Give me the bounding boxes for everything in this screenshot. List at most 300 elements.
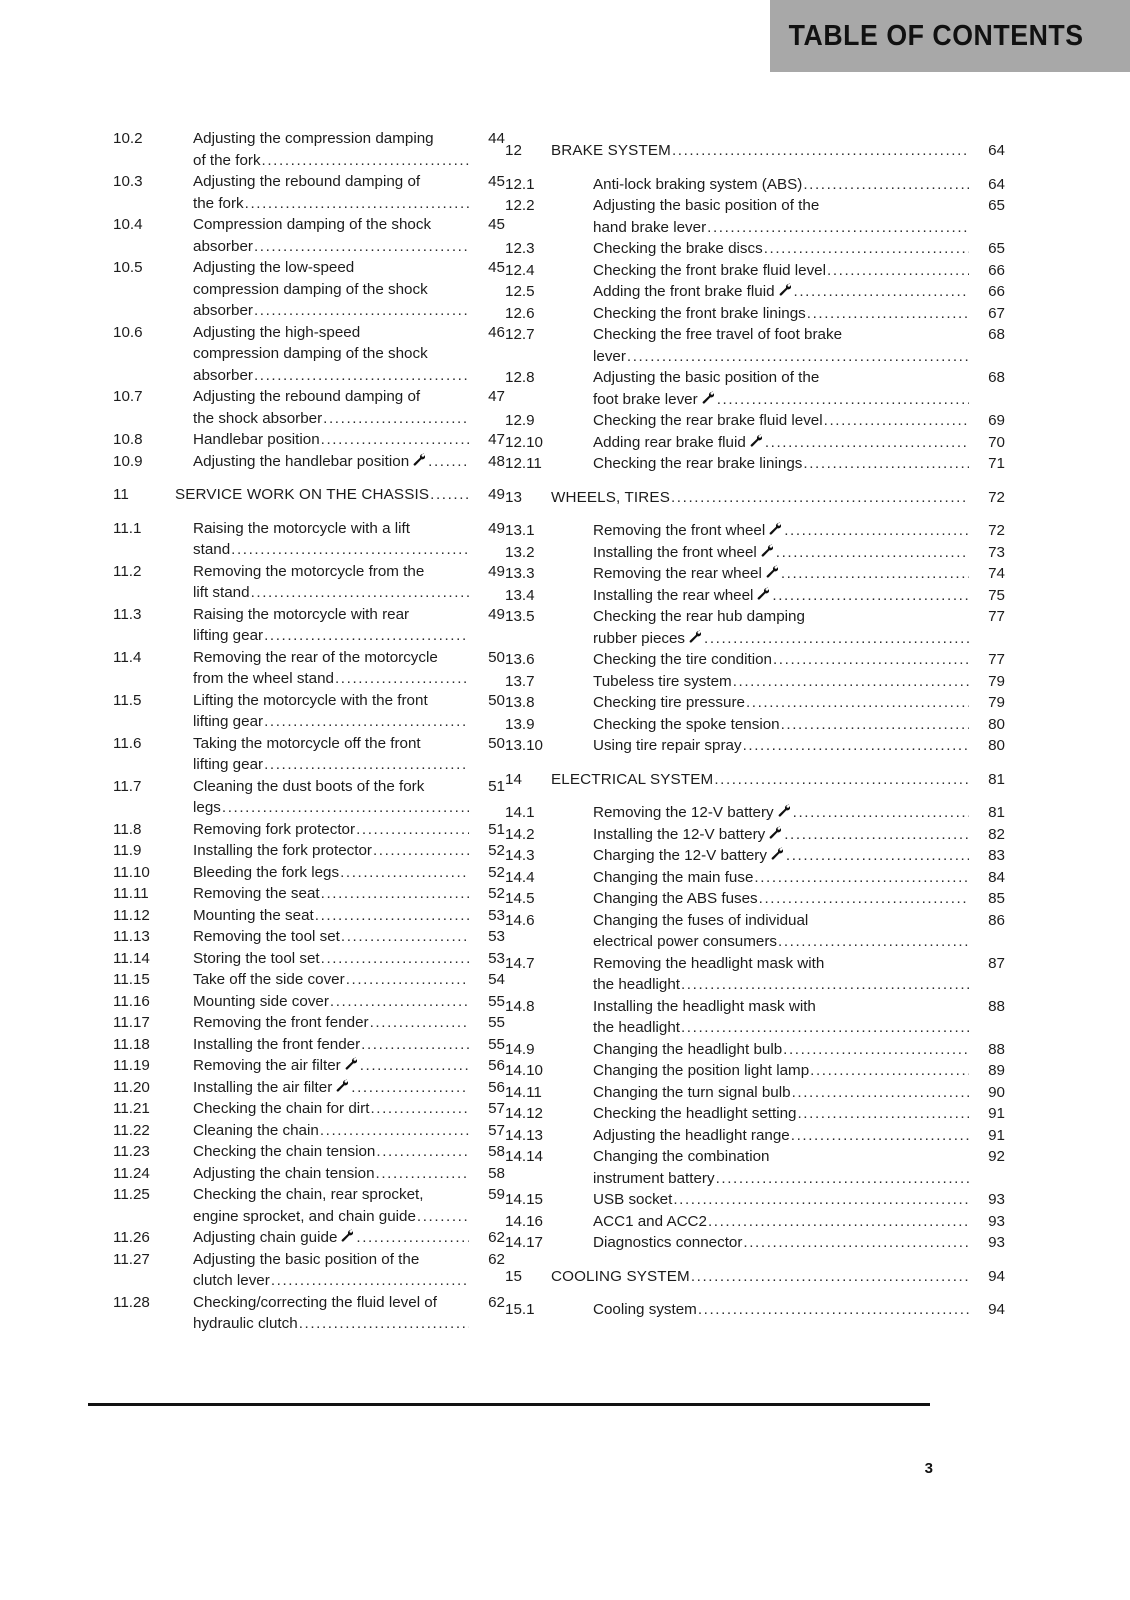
toc-entry-number: 10.7 [113, 388, 143, 405]
toc-entry-number: 10.9 [113, 452, 143, 470]
toc-entry-row[interactable] [505, 1039, 1005, 1061]
toc-entry-row[interactable] [113, 1012, 505, 1034]
page-title: TABLE OF CONTENTS [789, 19, 1084, 52]
toc-dot-leader [330, 991, 469, 1013]
toc-entry-row[interactable] [505, 238, 1005, 260]
toc-entry-page: 68 [988, 369, 1005, 386]
toc-chapter-row[interactable] [505, 487, 1005, 509]
toc-title-text: Removing the front wheel [593, 522, 766, 539]
toc-entry-title [175, 171, 469, 214]
toc-entry-row[interactable] [113, 1227, 505, 1249]
toc-title-last-line [193, 668, 469, 690]
toc-dot-leader [320, 1120, 469, 1142]
toc-entry-row[interactable] [505, 195, 1005, 238]
toc-entry-row[interactable] [113, 819, 505, 841]
toc-entry-row[interactable] [505, 888, 1005, 910]
toc-dot-leader [824, 410, 969, 432]
toc-entry-title [571, 867, 969, 889]
toc-entry-title [175, 214, 469, 257]
toc-chapter-row[interactable] [505, 1266, 1005, 1288]
toc-entry-page: 81 [988, 804, 1005, 821]
toc-dot-leader [254, 236, 469, 258]
wrench-icon [344, 1057, 357, 1070]
toc-entry-page: 57 [488, 1100, 505, 1117]
toc-entry-number: 15 [505, 1267, 522, 1285]
toc-entry-number: 11.13 [113, 928, 150, 945]
toc-entry-row[interactable] [505, 606, 1005, 649]
toc-entry-page: 49 [488, 486, 505, 503]
toc-entry-page: 81 [988, 770, 1005, 788]
toc-dot-leader [356, 1227, 469, 1249]
toc-entry-number: 14.17 [505, 1234, 544, 1251]
toc-title-line: Lifting the motorcycle with the front [193, 691, 428, 709]
toc-title-line: Adjusting the basic position of the [193, 1250, 420, 1268]
toc-title-last-line [193, 193, 469, 215]
toc-dot-leader [346, 969, 469, 991]
toc-entry-row[interactable] [505, 585, 1005, 607]
toc-entry-row[interactable] [505, 1103, 1005, 1125]
toc-entry-page: 83 [988, 847, 1005, 864]
toc-entry-page: 93 [988, 1212, 1005, 1230]
toc-title-text: absorber [193, 237, 253, 255]
toc-entry-page: 50 [488, 734, 505, 752]
toc-entry-number: 14.3 [505, 847, 535, 864]
toc-entry-row[interactable] [505, 714, 1005, 736]
toc-entry-row[interactable] [505, 649, 1005, 671]
toc-title-last-line [193, 451, 469, 473]
toc-entry-number: 11.16 [113, 992, 150, 1010]
toc-title-text: electrical power consumers [593, 933, 778, 950]
toc-dot-leader [827, 260, 969, 282]
toc-entry-number: 11.3 [113, 605, 142, 623]
toc-dot-leader [784, 520, 969, 542]
toc-title-text: Removing the front fender [193, 1014, 369, 1031]
toc-entry-row[interactable] [113, 386, 505, 429]
toc-title-last-line [193, 1120, 469, 1142]
toc-entry-number: 11.9 [113, 842, 142, 859]
toc-entry-title [571, 714, 969, 736]
toc-entry-page: 70 [988, 433, 1005, 451]
wrench-icon [335, 1079, 348, 1092]
toc-title-line: Checking/correcting the fluid level of [193, 1293, 437, 1311]
toc-title-last-line [193, 1313, 469, 1335]
toc-dot-leader [746, 692, 969, 714]
toc-entry-row[interactable] [505, 1189, 1005, 1211]
toc-dot-leader [803, 453, 969, 475]
toc-entry-row[interactable] [505, 910, 1005, 953]
toc-entry-title [571, 649, 969, 671]
toc-entry-title [571, 281, 969, 303]
wrench-icon [688, 630, 701, 643]
toc-title-last-line [593, 714, 969, 736]
toc-entry-page: 68 [988, 326, 1005, 343]
toc-entry-row[interactable] [505, 281, 1005, 303]
toc-entry-row[interactable] [505, 1125, 1005, 1147]
toc-entry-page: 73 [988, 543, 1005, 561]
toc-title-text: Changing the main fuse [593, 868, 754, 886]
toc-dot-leader [793, 802, 969, 824]
toc-entry-row[interactable] [113, 905, 505, 927]
toc-title-line: Raising the motorcycle with rear [193, 605, 410, 623]
toc-entry-row[interactable] [113, 214, 505, 257]
toc-entry-page: 45 [488, 173, 505, 190]
toc-dot-leader [264, 625, 469, 647]
toc-entry-row[interactable] [113, 733, 505, 776]
toc-entry-title [571, 1082, 969, 1104]
toc-title-text: USB socket [593, 1191, 673, 1208]
toc-title-text: the headlight [593, 976, 680, 993]
toc-dot-leader [803, 174, 969, 196]
toc-title-text: absorber [193, 366, 253, 384]
toc-title-line: Taking the motorcycle off the front [193, 734, 421, 752]
toc-entry-row[interactable] [113, 561, 505, 604]
toc-entry-number: 12.9 [505, 412, 535, 429]
toc-entry-row[interactable] [113, 1292, 505, 1335]
toc-entry-row[interactable] [505, 1299, 1005, 1321]
toc-entry-row[interactable] [113, 1077, 505, 1099]
toc-entry-row[interactable] [113, 647, 505, 690]
toc-entry-row[interactable] [505, 824, 1005, 846]
header-banner [770, 0, 1130, 72]
toc-dot-leader [222, 797, 469, 819]
toc-entry-row[interactable] [113, 926, 505, 948]
toc-entry-row[interactable] [505, 735, 1005, 757]
toc-entry-row[interactable] [113, 948, 505, 970]
toc-entry-row[interactable] [505, 367, 1005, 410]
toc-entry-number: 11 [113, 486, 129, 503]
toc-title-text: Tubeless tire system [593, 672, 732, 690]
toc-title-text: Removing the rear wheel [593, 565, 762, 582]
toc-entry-title [571, 520, 969, 542]
toc-dot-leader [772, 585, 969, 607]
toc-dot-leader [323, 408, 469, 430]
toc-entry-title [571, 996, 969, 1039]
toc-title-text: Adjusting chain guide [193, 1229, 338, 1246]
toc-title-text: Changing the position light lamp [593, 1062, 810, 1079]
toc-entry-page: 53 [488, 928, 505, 945]
toc-entry-page: 79 [988, 672, 1005, 690]
toc-title-last-line [193, 1055, 469, 1077]
toc-title-last-line [593, 520, 969, 542]
toc-dot-leader [681, 1017, 969, 1039]
toc-entry-row[interactable] [505, 845, 1005, 867]
toc-column-left [0, 128, 505, 1335]
toc-title-last-line [593, 303, 969, 325]
toc-title-last-line [193, 582, 469, 604]
toc-entry-row[interactable] [113, 518, 505, 561]
toc-entry-title [175, 128, 469, 171]
toc-title-text: Installing the air filter [193, 1078, 333, 1096]
toc-chapter-row[interactable] [505, 769, 1005, 791]
toc-entry-title [571, 432, 969, 454]
toc-dot-leader [783, 1039, 969, 1061]
toc-entry-number: 12 [505, 142, 522, 159]
toc-entry-title [175, 926, 469, 948]
toc-title-text: BRAKE SYSTEM [551, 142, 671, 159]
table-of-contents [0, 128, 1130, 1335]
toc-dot-leader [264, 711, 469, 733]
toc-dot-leader [417, 1206, 469, 1228]
toc-entry-page: 75 [988, 586, 1005, 604]
toc-entry-number: 11.6 [113, 734, 142, 752]
toc-title-text: Installing the front wheel [593, 543, 757, 561]
toc-title-last-line [593, 735, 969, 757]
toc-title-last-line [593, 238, 969, 260]
toc-dot-leader [262, 150, 469, 172]
toc-entry-row[interactable] [113, 1141, 505, 1163]
toc-entry-number: 13.2 [505, 543, 535, 561]
toc-entry-title [571, 1299, 969, 1321]
toc-entry-page: 49 [488, 605, 505, 623]
toc-title-last-line [593, 585, 969, 607]
toc-entry-title [175, 647, 469, 690]
toc-entry-page: 51 [488, 777, 505, 795]
toc-entry-row[interactable] [113, 690, 505, 733]
toc-title-text: hydraulic clutch [193, 1315, 298, 1332]
toc-entry-page: 49 [488, 562, 505, 580]
toc-entry-row[interactable] [505, 1232, 1005, 1254]
toc-dot-leader [765, 432, 969, 454]
toc-entry-number: 11.7 [113, 777, 142, 795]
toc-entry-row[interactable] [505, 542, 1005, 564]
toc-entry-row[interactable] [505, 1060, 1005, 1082]
toc-entry-page: 64 [988, 142, 1005, 159]
toc-dot-leader [361, 1034, 469, 1056]
toc-entry-page: 93 [988, 1191, 1005, 1208]
toc-entry-row[interactable] [113, 257, 505, 322]
toc-title-text: Checking the rear brake fluid level [593, 412, 823, 429]
toc-entry-row[interactable] [505, 563, 1005, 585]
toc-entry-title [175, 905, 469, 927]
toc-entry-number: 14.11 [505, 1083, 542, 1101]
toc-entry-number: 13.10 [505, 737, 544, 754]
toc-entry-page: 50 [488, 648, 505, 666]
toc-entry-row[interactable] [505, 802, 1005, 824]
toc-title-line: Adjusting the low-speed [193, 259, 355, 276]
toc-title-line: Checking the chain, rear sprocket, [193, 1186, 424, 1203]
toc-entry-row[interactable] [113, 1055, 505, 1077]
toc-entry-title [175, 1184, 469, 1227]
toc-title-text: Bleeding the fork legs [193, 863, 340, 881]
toc-entry-page: 86 [988, 911, 1005, 929]
toc-entry-title [571, 324, 969, 367]
toc-entry-title [175, 840, 469, 862]
toc-title-text: legs [193, 799, 221, 816]
toc-entry-row[interactable] [113, 604, 505, 647]
wrench-icon [777, 804, 790, 817]
toc-entry-row[interactable] [113, 1034, 505, 1056]
toc-entry-row[interactable] [113, 862, 505, 884]
toc-entry-row[interactable] [113, 1163, 505, 1185]
toc-title-last-line [593, 671, 969, 693]
toc-title-line: Adjusting the basic position of the [593, 197, 820, 214]
toc-entry-row[interactable] [113, 1184, 505, 1227]
toc-entry-title [551, 769, 969, 791]
toc-entry-row[interactable] [113, 840, 505, 862]
toc-entry-row[interactable] [113, 1098, 505, 1120]
toc-entry-row[interactable] [505, 953, 1005, 996]
toc-title-text: foot brake lever [593, 390, 698, 408]
toc-entry-row[interactable] [113, 451, 505, 473]
toc-entry-row[interactable] [113, 776, 505, 819]
toc-title-last-line [193, 1012, 469, 1034]
toc-entry-row[interactable] [505, 671, 1005, 693]
toc-entry-row[interactable] [505, 1211, 1005, 1233]
toc-entry-row[interactable] [113, 991, 505, 1013]
toc-entry-number: 11.12 [113, 906, 150, 924]
toc-dot-leader [370, 1098, 469, 1120]
toc-entry-number: 11.11 [113, 885, 149, 902]
toc-entry-number: 11.27 [113, 1250, 150, 1268]
toc-entry-row[interactable] [113, 1249, 505, 1292]
toc-title-line: Changing the fuses of individual [593, 911, 809, 929]
toc-title-last-line [193, 754, 469, 776]
toc-title-last-line [593, 1060, 969, 1082]
toc-entry-row[interactable] [113, 128, 505, 171]
toc-entry-title [571, 824, 969, 846]
toc-entry-title [551, 487, 969, 509]
toc-title-line: Changing the combination [593, 1148, 770, 1165]
toc-dot-leader [335, 668, 469, 690]
toc-title-last-line [593, 1232, 969, 1254]
toc-entry-row[interactable] [505, 432, 1005, 454]
toc-column-right [505, 128, 1005, 1335]
toc-entry-row[interactable] [505, 174, 1005, 196]
toc-title-text: lifting gear [193, 627, 264, 644]
toc-entry-page: 77 [988, 651, 1005, 668]
toc-dot-leader [673, 1189, 969, 1211]
toc-entry-row[interactable] [505, 1146, 1005, 1189]
toc-entry-title [571, 692, 969, 714]
toc-entry-number: 14.6 [505, 911, 535, 929]
toc-entry-row[interactable] [505, 1082, 1005, 1104]
toc-entry-page: 67 [988, 304, 1005, 322]
toc-entry-row[interactable] [505, 303, 1005, 325]
toc-title-last-line [193, 1077, 469, 1099]
toc-title-text: lever [593, 347, 626, 365]
toc-entry-row[interactable] [505, 996, 1005, 1039]
toc-title-last-line [193, 236, 469, 258]
toc-dot-leader [356, 819, 469, 841]
toc-chapter-row[interactable] [113, 484, 505, 506]
toc-dot-leader [428, 451, 469, 473]
toc-title-last-line [593, 931, 969, 953]
toc-chapter-row[interactable] [505, 140, 1005, 162]
toc-title-last-line [551, 140, 969, 162]
toc-title-last-line [193, 539, 469, 561]
toc-entry-row[interactable] [505, 410, 1005, 432]
toc-title-text: Installing the front fender [193, 1035, 361, 1053]
toc-entry-title [175, 819, 469, 841]
wrench-icon [749, 434, 762, 447]
toc-entry-title [571, 260, 969, 282]
toc-title-text: from the wheel stand [193, 670, 334, 687]
toc-entry-title [175, 1077, 469, 1099]
toc-entry-page: 84 [988, 868, 1005, 886]
toc-title-text: Cleaning the chain [193, 1121, 319, 1139]
toc-entry-row[interactable] [113, 1120, 505, 1142]
toc-dot-leader [299, 1313, 469, 1335]
toc-title-line: Adjusting the high-speed [193, 323, 361, 341]
toc-entry-title [175, 1012, 469, 1034]
toc-entry-page: 55 [488, 992, 505, 1010]
toc-title-text: Adding rear brake fluid [593, 433, 746, 451]
page-number: 3 [924, 1460, 933, 1477]
toc-dot-leader [271, 1270, 469, 1292]
toc-entry-page: 71 [988, 455, 1005, 472]
wrench-icon [768, 826, 781, 839]
toc-entry-title [571, 606, 969, 649]
toc-entry-page: 82 [988, 825, 1005, 843]
toc-dot-leader [254, 365, 469, 387]
toc-title-last-line [551, 487, 969, 509]
toc-entry-row[interactable] [113, 429, 505, 451]
toc-title-last-line [593, 453, 969, 475]
toc-entry-page: 91 [988, 1105, 1005, 1122]
toc-entry-row[interactable] [113, 171, 505, 214]
toc-entry-row[interactable] [505, 260, 1005, 282]
toc-entry-number: 11.20 [113, 1078, 150, 1096]
toc-entry-number: 11.25 [113, 1186, 150, 1203]
toc-entry-number: 14.12 [505, 1105, 544, 1122]
toc-entry-row[interactable] [113, 883, 505, 905]
toc-entry-page: 50 [488, 691, 505, 709]
toc-entry-page: 52 [488, 863, 505, 881]
toc-title-last-line [193, 797, 469, 819]
toc-title-text: ELECTRICAL SYSTEM [551, 770, 714, 788]
toc-entry-title [175, 969, 469, 991]
toc-entry-page: 94 [988, 1267, 1005, 1285]
toc-title-text: Checking the tire condition [593, 651, 772, 668]
toc-dot-leader [786, 845, 969, 867]
toc-title-text: Checking the brake discs [593, 240, 763, 257]
wrench-icon [770, 847, 783, 860]
toc-entry-row[interactable] [113, 969, 505, 991]
toc-entry-page: 52 [488, 842, 505, 859]
toc-title-last-line [593, 692, 969, 714]
toc-title-line: Adjusting the rebound damping of [193, 388, 421, 405]
toc-entry-title [175, 1098, 469, 1120]
toc-entry-row[interactable] [505, 867, 1005, 889]
toc-entry-title [175, 1292, 469, 1335]
toc-entry-number: 13.5 [505, 608, 535, 625]
toc-entry-row[interactable] [505, 453, 1005, 475]
toc-title-text: Mounting the seat [193, 906, 314, 924]
toc-dot-leader [810, 1060, 969, 1082]
toc-title-last-line [593, 410, 969, 432]
toc-entry-page: 54 [488, 971, 505, 988]
toc-entry-number: 12.7 [505, 326, 535, 343]
toc-entry-row[interactable] [505, 324, 1005, 367]
toc-title-text: instrument battery [593, 1169, 715, 1187]
toc-title-line: Checking the rear hub damping [593, 608, 805, 625]
toc-entry-title [571, 735, 969, 757]
toc-entry-number: 11.19 [113, 1057, 150, 1074]
toc-entry-row[interactable] [505, 520, 1005, 542]
toc-title-last-line [593, 888, 969, 910]
toc-entry-row[interactable] [505, 692, 1005, 714]
toc-title-last-line [193, 948, 469, 970]
toc-title-text: Adjusting the chain tension [193, 1164, 375, 1182]
toc-entry-page: 56 [488, 1078, 505, 1096]
toc-entry-number: 13.7 [505, 672, 535, 690]
toc-entry-title [175, 862, 469, 884]
toc-title-text: stand [193, 541, 231, 558]
toc-dot-leader [376, 1163, 469, 1185]
toc-title-last-line [193, 365, 469, 387]
toc-entry-row[interactable] [113, 322, 505, 387]
toc-title-last-line [193, 926, 469, 948]
